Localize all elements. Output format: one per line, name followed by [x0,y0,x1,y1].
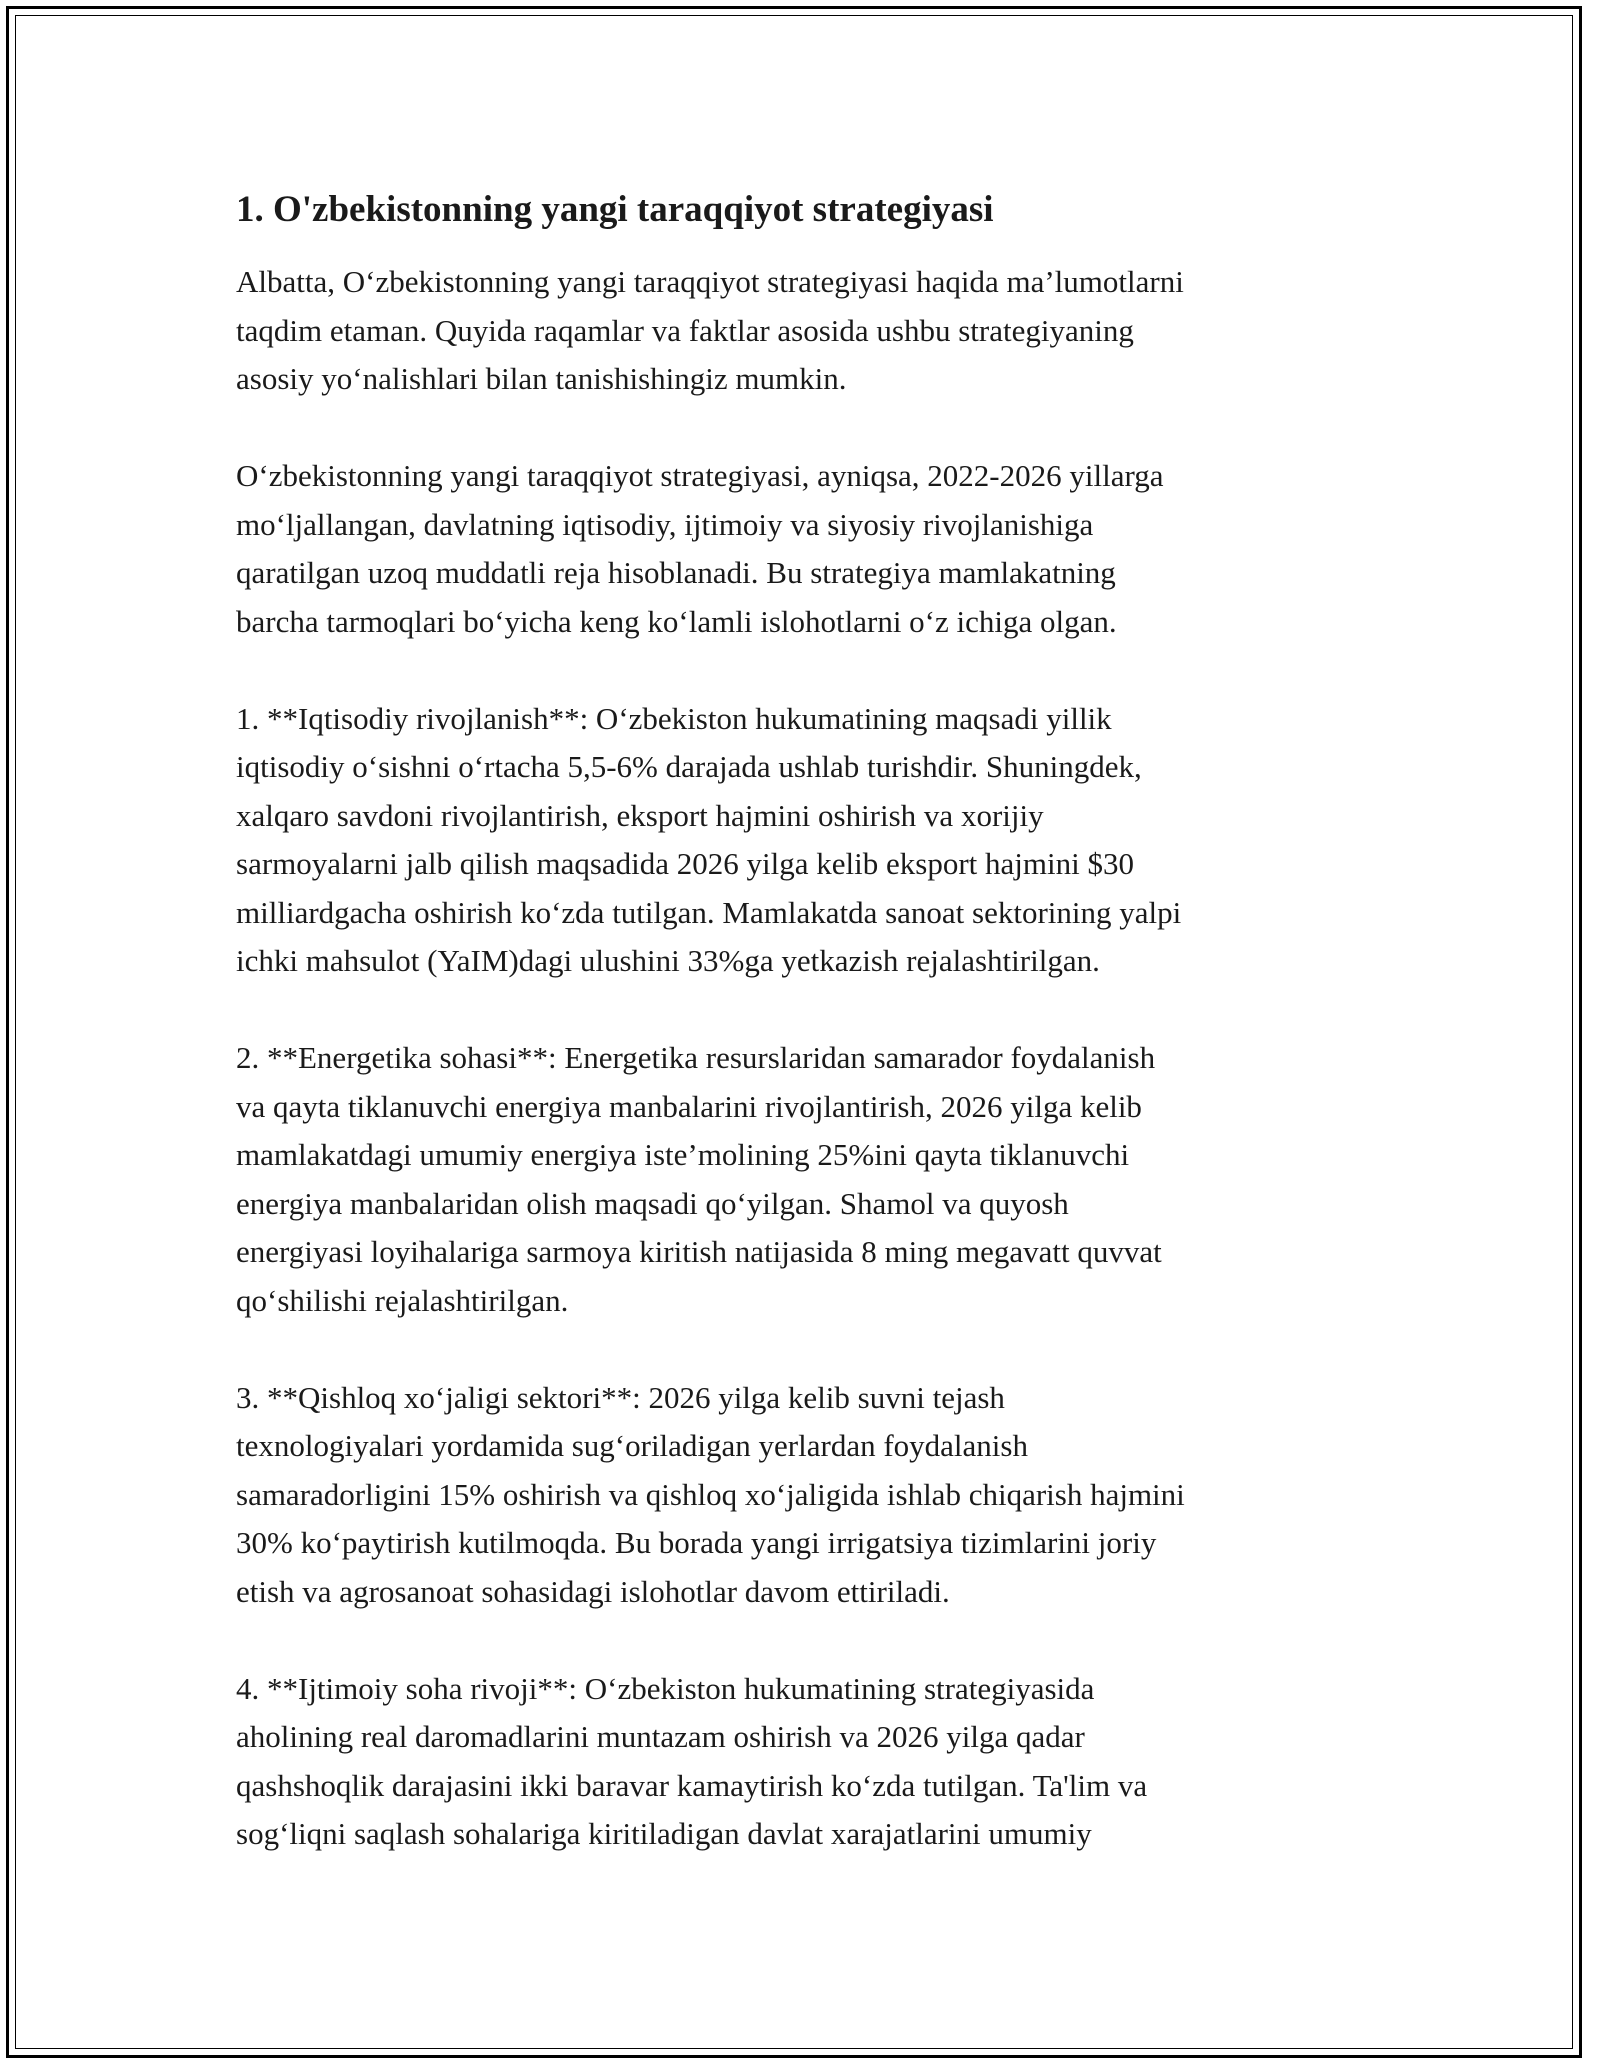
paragraph-line: Albatta, O‘zbekistonning yangi taraqqiyot strategiyasi haqida ma’lumotlarni [236,264,1184,299]
paragraph-line: 3. **Qishloq xo‘jaligi sektori**: 2026 yilga kelib suvni tejash [236,1379,1005,1415]
paragraph-line: etish va agrosanoat sohasidagi islohotlar davom ettiriladi. [236,1573,950,1609]
paragraph-line: va qayta tiklanuvchi energiya manbalarini rivojlantirish, 2026 yilga kelib [236,1088,1142,1124]
paragraph-line: sarmoyalarni jalb qilish maqsadida 2026 yilga kelib eksport hajmini $30 [236,846,1134,881]
paragraph-line: energiya manbalaridan olish maqsadi qo‘yilgan. Shamol va quyosh [236,1185,1069,1221]
paragraph-line: samaradorligini 15% oshirish va qishloq xo‘jaligida ishlab chiqarish hajmini [236,1476,1185,1512]
paragraph-line: mamlakatdagi umumiy energiya iste’molining 25%ini qayta tiklanuvchi [236,1137,1130,1172]
paragraph-line: taqdim etaman. Quyida raqamlar va faktlar asosida ushbu strategiyaning [236,312,1134,348]
paragraph-line: 30% ko‘paytirish kutilmoqda. Bu borada yangi irrigatsiya tizimlarini joriy [236,1525,1157,1560]
document-body [236,186,1366,1859]
paragraph-line: qashshoqlik darajasini ikki baravar kamaytirish ko‘zda tutilgan. Ta'lim va [236,1767,1148,1803]
paragraph-line: 4. **Ijtimoiy soha rivoji**: O‘zbekiston hukumatining strategiyasida [236,1670,1095,1706]
paragraph-line: qo‘shilishi rejalashtirilgan. [236,1282,569,1318]
paragraph-agriculture-sector [236,1374,1366,1617]
paragraph-intro [236,258,1366,404]
document-title: 1. O'zbekistonning yangi taraqqiyot strategiyasi [236,189,994,230]
paragraph-line: aholining real daromadlarini muntazam oshirish va 2026 yilga qadar [236,1719,1085,1754]
paragraph-economic-development [236,695,1366,986]
paragraph-line: 2. **Energetika sohasi**: Energetika resurslaridan samarador foydalanish [236,1040,1156,1075]
paragraph-line: barcha tarmoqlari bo‘yicha keng ko‘lamli islohotlarni o‘z ichiga olgan. [236,603,1117,639]
paragraph-line: asosiy yo‘nalishlari bilan tanishishingiz mumkin. [236,361,847,396]
paragraph-line: milliardgacha oshirish ko‘zda tutilgan. Mamlakatda sanoat sektorining yalpi [236,894,1182,930]
paragraph-overview [236,452,1366,646]
paragraph-line: qaratilgan uzoq muddatli reja hisoblanadi. Bu strategiya mamlakatning [236,555,1116,590]
paragraph-social-sector [236,1665,1366,1859]
paragraph-line: ichki mahsulot (YaIM)dagi ulushini 33%ga yetkazish rejalashtirilgan. [236,943,1100,978]
paragraph-line: mo‘ljallangan, davlatning iqtisodiy, ijtimoiy va siyosiy rivojlanishiga [236,506,1094,542]
paragraph-energy-sector [236,1034,1366,1325]
paragraph-line: energiyasi loyihalariga sarmoya kiritish natijasida 8 ming megavatt quvvat [236,1234,1162,1269]
paragraph-line: sog‘liqni saqlash sohalariga kiritiladigan davlat xarajatlarini umumiy [236,1816,1092,1851]
paragraph-line: xalqaro savdoni rivojlantirish, eksport hajmini oshirish va xorijiy [236,797,1044,833]
paragraph-line: 1. **Iqtisodiy rivojlanish**: O‘zbekiston hukumatining maqsadi yillik [236,700,1112,736]
paragraph-line: O‘zbekistonning yangi taraqqiyot strategiyasi, ayniqsa, 2022-2026 yillarga [236,458,1164,493]
paragraph-line: iqtisodiy o‘sishni o‘rtacha 5,5-6% darajada ushlab turishdir. Shuningdek, [236,749,1142,784]
paragraph-line: texnologiyalari yordamida sug‘oriladigan yerlardan foydalanish [236,1428,1028,1463]
